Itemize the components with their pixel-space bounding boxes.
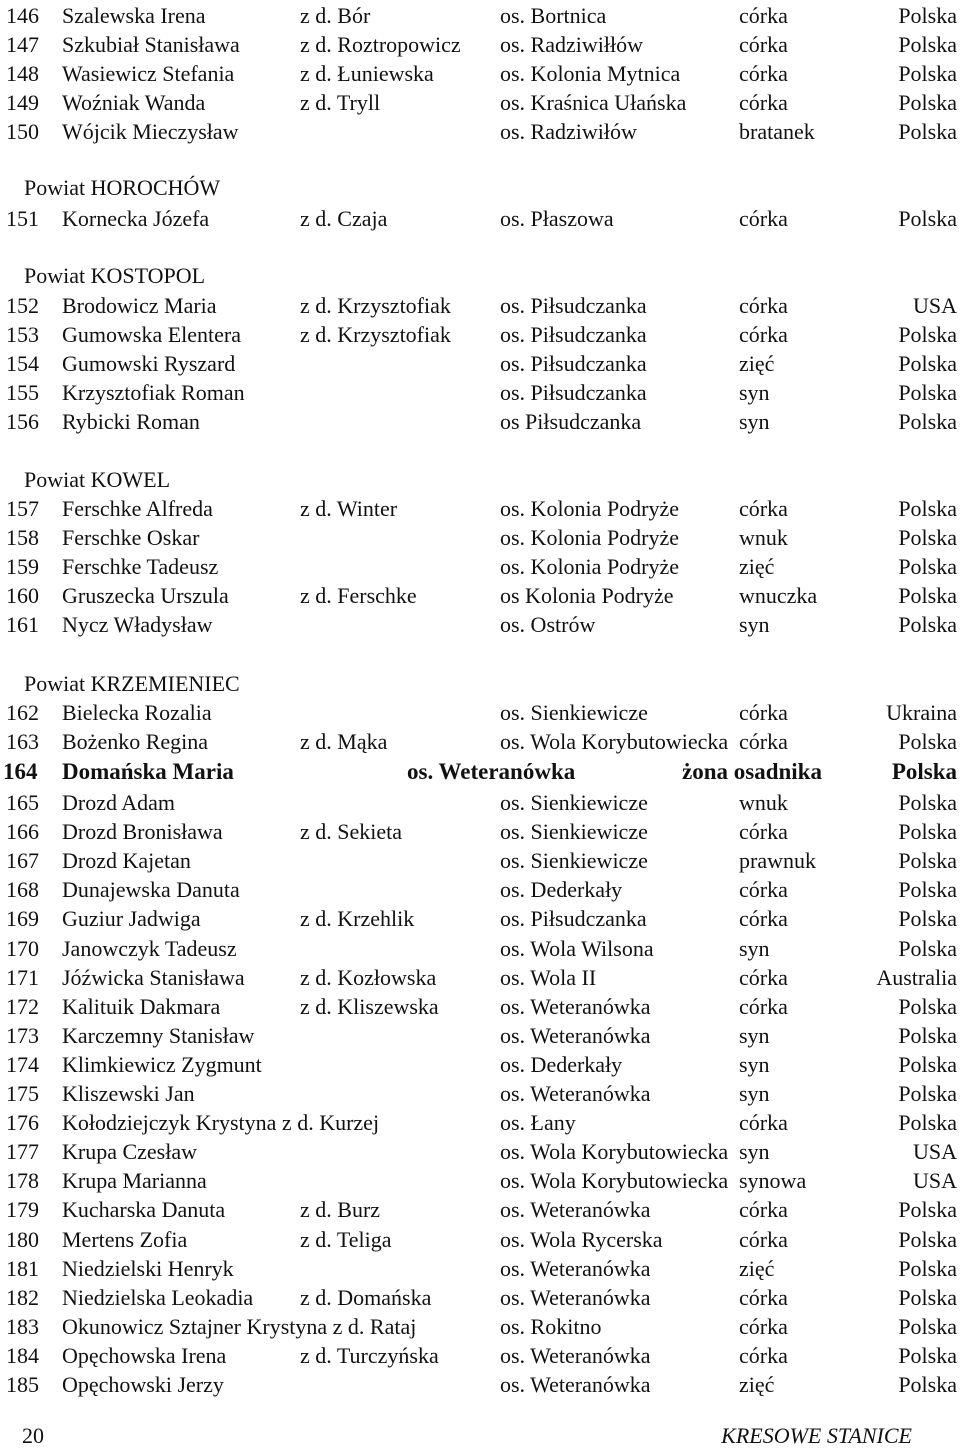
entry-number: 177 xyxy=(6,1139,39,1165)
settlement: os. Wola Korybutowiecka xyxy=(500,1139,729,1165)
person-name: Okunowicz Sztajner Krystyna z d. Rataj xyxy=(62,1313,417,1339)
country: USA xyxy=(912,1168,957,1194)
country: Polska xyxy=(898,1110,957,1136)
relation: syn xyxy=(739,380,770,406)
entry-number: 158 xyxy=(6,525,39,551)
entry-number: 176 xyxy=(6,1110,39,1136)
settlement: os. Weteranówka xyxy=(407,759,576,784)
relation: córka xyxy=(739,993,788,1019)
country: Polska xyxy=(898,1226,957,1252)
table-row xyxy=(0,1050,960,1079)
table-row xyxy=(0,407,960,436)
entry-number: 182 xyxy=(6,1284,39,1310)
person-name: Drozd Bronisława xyxy=(62,819,223,845)
section-heading-kowel: Powiat KOWEL xyxy=(24,467,171,492)
relation: synowa xyxy=(739,1168,807,1194)
maiden-name: z d. Kozłowska xyxy=(300,964,437,990)
entry-number: 173 xyxy=(6,1022,39,1048)
person-name: Drozd Kajetan xyxy=(62,848,191,874)
person-name: Drozd Adam xyxy=(62,790,176,815)
country: Polska xyxy=(898,729,957,755)
entry-number: 155 xyxy=(6,380,39,406)
maiden-name: z d. Sekieta xyxy=(300,819,403,845)
settlement: os. Piłsudczanka xyxy=(500,322,647,348)
relation: syn xyxy=(739,1139,770,1165)
entry-number: 152 xyxy=(6,293,39,318)
table-row xyxy=(0,581,960,610)
country: Polska xyxy=(898,1051,957,1077)
settlement: os. Łany xyxy=(500,1110,576,1136)
entry-number: 172 xyxy=(6,993,39,1019)
settlement: os. Weteranówka xyxy=(500,1255,651,1281)
relation: córka xyxy=(739,1313,788,1339)
person-name: Janowczyk Tadeusz xyxy=(62,935,237,961)
table-row xyxy=(0,1283,960,1312)
entry-number: 170 xyxy=(6,935,39,961)
settlement: os. Piłsudczanka xyxy=(500,293,647,318)
maiden-name: z d. Burz xyxy=(300,1197,381,1223)
person-name: Opęchowska Irena xyxy=(62,1342,227,1368)
country: Australia xyxy=(876,964,957,990)
settlement: os. Sienkiewicze xyxy=(500,790,648,815)
maiden-name: z d. Krzysztofiak xyxy=(300,322,451,348)
person-name: Jóźwicka Stanisława xyxy=(62,964,245,990)
table-row xyxy=(0,1370,960,1399)
person-name: Mertens Zofia xyxy=(62,1226,188,1252)
country: Polska xyxy=(898,790,957,815)
entry-number: 175 xyxy=(6,1081,39,1106)
settlement: os. Weteranówka xyxy=(500,1022,651,1048)
relation: syn xyxy=(739,1022,770,1048)
maiden-name: z d. Czaja xyxy=(300,206,388,231)
person-name: Niedzielska Leokadia xyxy=(62,1284,254,1310)
table-row xyxy=(0,30,960,59)
country: Polska xyxy=(898,322,957,348)
person-name: Gruszecka Urszula xyxy=(62,583,229,609)
maiden-name: z d. Ferschke xyxy=(300,583,417,609)
country: Polska xyxy=(898,32,957,58)
maiden-name: z d. Winter xyxy=(300,496,398,521)
table-row xyxy=(0,1108,960,1137)
table-row xyxy=(0,1312,960,1341)
entry-number: 159 xyxy=(6,554,39,580)
maiden-name: z d. Krzysztofiak xyxy=(300,293,451,318)
table-row xyxy=(0,698,960,727)
entry-number: 154 xyxy=(6,351,39,377)
relation: syn xyxy=(739,1081,770,1106)
settlement: os. Rokitno xyxy=(500,1313,602,1339)
table-row xyxy=(0,846,960,875)
page-number: 20 xyxy=(22,1423,44,1448)
person-name: Kalituik Dakmara xyxy=(62,993,221,1019)
relation: córka xyxy=(739,206,788,231)
maiden-name: z d. Tryll xyxy=(300,90,381,116)
relation: syn xyxy=(739,409,770,435)
country: Polska xyxy=(898,1255,957,1281)
table-row xyxy=(0,320,960,349)
country: Polska xyxy=(898,877,957,903)
table-row xyxy=(0,1254,960,1283)
maiden-name: z d. Bór xyxy=(300,3,371,28)
relation: córka xyxy=(739,1197,788,1223)
maiden-name: z d. Turczyńska xyxy=(300,1342,439,1368)
relation: córka xyxy=(739,293,788,318)
settlement: os. Dederkały xyxy=(500,1051,623,1077)
person-name: Niedzielski Henryk xyxy=(62,1255,234,1281)
person-name: Rybicki Roman xyxy=(62,409,200,435)
relation: zięć xyxy=(739,1372,775,1397)
settlement: os. Wola II xyxy=(500,964,597,990)
relation: córka xyxy=(739,90,788,116)
relation: prawnuk xyxy=(739,848,816,874)
person-name: Domańska Maria xyxy=(62,759,234,784)
publication-title: KRESOWE STANICE xyxy=(721,1423,912,1448)
entry-number: 148 xyxy=(6,61,39,87)
entry-number: 162 xyxy=(6,700,39,725)
country: Ukraina xyxy=(886,700,957,725)
settlement: os. Radziwiłów xyxy=(500,119,637,145)
table-row xyxy=(0,788,960,817)
relation: córka xyxy=(739,322,788,348)
relation: wnuk xyxy=(739,790,788,815)
settlement: os. Piłsudczanka xyxy=(500,380,647,406)
table-row xyxy=(0,817,960,846)
relation: syn xyxy=(739,612,770,638)
country: Polska xyxy=(898,612,957,638)
country: USA xyxy=(912,293,957,318)
table-row xyxy=(0,1,960,30)
table-row xyxy=(0,727,960,756)
relation: córka xyxy=(739,496,788,521)
relation: córka xyxy=(739,1284,788,1310)
settlement: os. Płaszowa xyxy=(500,206,614,231)
table-row xyxy=(0,117,960,146)
table-row xyxy=(0,875,960,904)
entry-number: 166 xyxy=(6,819,39,845)
table-row xyxy=(0,934,960,963)
entry-number: 174 xyxy=(6,1051,39,1077)
person-name: Bożenko Regina xyxy=(62,729,209,755)
settlement: os. Kolonia Mytnica xyxy=(500,61,681,87)
settlement: os. Weteranówka xyxy=(500,993,651,1019)
country: Polska xyxy=(898,496,957,521)
person-name: Gumowska Elentera xyxy=(62,322,241,348)
table-row xyxy=(0,992,960,1021)
entry-number: 147 xyxy=(6,32,39,58)
table-row xyxy=(0,610,960,639)
country: Polska xyxy=(898,1342,957,1368)
entry-number: 167 xyxy=(6,848,39,874)
country: Polska xyxy=(898,848,957,874)
table-row xyxy=(0,204,960,233)
relation: bratanek xyxy=(739,119,815,145)
entry-number: 179 xyxy=(6,1197,39,1223)
person-name: Kornecka Józefa xyxy=(62,206,210,231)
person-name: Ferschke Tadeusz xyxy=(62,554,219,580)
settlement: os. Sienkiewicze xyxy=(500,700,648,725)
table-row xyxy=(0,552,960,581)
relation: syn xyxy=(739,1051,770,1077)
person-name: Dunajewska Danuta xyxy=(62,877,240,903)
settlement: os. Wola Rycerska xyxy=(500,1226,663,1252)
settlement: os. Kolonia Podryże xyxy=(500,496,680,521)
person-name: Karczemny Stanisław xyxy=(62,1022,255,1048)
maiden-name: z d. Łuniewska xyxy=(300,61,434,87)
country: Polska xyxy=(898,935,957,961)
relation: córka xyxy=(739,700,788,725)
country: Polska xyxy=(898,525,957,551)
table-row xyxy=(0,378,960,407)
entry-number: 151 xyxy=(6,206,39,231)
person-name: Kołodziejczyk Krystyna z d. Kurzej xyxy=(62,1110,380,1136)
entry-number: 178 xyxy=(6,1168,39,1194)
table-row xyxy=(0,1021,960,1050)
entry-number: 168 xyxy=(6,877,39,903)
country: Polska xyxy=(898,1372,957,1397)
country: Polska xyxy=(898,993,957,1019)
maiden-name: z d. Domańska xyxy=(300,1284,432,1310)
country: Polska xyxy=(898,1284,957,1310)
maiden-name: z d. Krzehlik xyxy=(300,906,415,932)
person-name: Klimkiewicz Zygmunt xyxy=(62,1051,262,1077)
entry-number: 180 xyxy=(6,1226,39,1252)
relation: zięć xyxy=(739,554,775,580)
section-heading-krzemieniec: Powiat KRZEMIENIEC xyxy=(24,671,240,696)
maiden-name: z d. Roztropowicz xyxy=(300,32,461,58)
relation: syn xyxy=(739,935,770,961)
settlement: os. Weteranówka xyxy=(500,1342,651,1368)
country: USA xyxy=(912,1139,957,1165)
country: Polska xyxy=(898,1022,957,1048)
settlement: os. Sienkiewicze xyxy=(500,819,648,845)
table-row xyxy=(0,88,960,117)
country: Polska xyxy=(898,554,957,580)
country: Polska xyxy=(891,759,957,784)
settlement: os. Weteranówka xyxy=(500,1081,651,1106)
entry-number: 160 xyxy=(6,583,39,609)
country: Polska xyxy=(898,351,957,377)
entry-number: 185 xyxy=(6,1372,39,1397)
table-row xyxy=(0,349,960,378)
table-row xyxy=(0,963,960,992)
country: Polska xyxy=(898,119,957,145)
country: Polska xyxy=(898,819,957,845)
person-name: Ferschke Oskar xyxy=(62,525,200,551)
country: Polska xyxy=(898,1313,957,1339)
relation: córka xyxy=(739,1342,788,1368)
settlement: os. Kolonia Podryże xyxy=(500,525,680,551)
entry-number: 156 xyxy=(6,409,39,435)
person-name: Guziur Jadwiga xyxy=(62,906,201,932)
country: Polska xyxy=(898,583,957,609)
entry-number: 181 xyxy=(6,1255,39,1281)
table-row xyxy=(0,291,960,320)
settlement: os. Wola Wilsona xyxy=(500,935,654,961)
entry-number: 164 xyxy=(3,759,38,784)
settlement: os Kolonia Podryże xyxy=(500,583,674,609)
relation: wnuk xyxy=(739,525,788,551)
maiden-name: z d. Kliszewska xyxy=(300,993,439,1019)
country: Polska xyxy=(898,380,957,406)
relation: córka xyxy=(739,964,788,990)
entry-number: 150 xyxy=(6,119,39,145)
person-name: Wasiewicz Stefania xyxy=(62,61,235,87)
relation: córka xyxy=(739,61,788,87)
table-row xyxy=(0,1079,960,1108)
section-heading-kostopol: Powiat KOSTOPOL xyxy=(24,263,206,288)
table-row xyxy=(0,1137,960,1166)
country: Polska xyxy=(898,409,957,435)
entry-number: 169 xyxy=(6,906,39,932)
relation: córka xyxy=(739,729,788,755)
entry-number: 153 xyxy=(6,322,39,348)
settlement: os. Dederkały xyxy=(500,877,623,903)
settlement: os. Ostrów xyxy=(500,612,596,638)
person-name: Krupa Czesław xyxy=(62,1139,198,1165)
table-row xyxy=(0,1225,960,1254)
person-name: Woźniak Wanda xyxy=(62,90,206,116)
entry-number: 149 xyxy=(6,90,39,116)
maiden-name: z d. Teliga xyxy=(300,1226,392,1252)
settlement: os. Wola Korybutowiecka xyxy=(500,1168,729,1194)
person-name: Kucharska Danuta xyxy=(62,1197,226,1223)
section-heading-horochow: Powiat HOROCHÓW xyxy=(24,175,221,200)
settlement: os. Radziwiłłów xyxy=(500,32,643,58)
person-name: Nycz Władysław xyxy=(62,612,213,638)
relation: córka xyxy=(739,877,788,903)
person-name: Kliszewski Jan xyxy=(62,1081,195,1106)
country: Polska xyxy=(898,61,957,87)
settlement: os. Weteranówka xyxy=(500,1197,651,1223)
person-name: Bielecka Rozalia xyxy=(62,700,212,725)
relation: zięć xyxy=(739,351,775,377)
country: Polska xyxy=(898,3,957,28)
person-name: Szalewska Irena xyxy=(62,3,206,28)
settlement: os. Piłsudczanka xyxy=(500,906,647,932)
person-name: Opęchowski Jerzy xyxy=(62,1372,224,1397)
country: Polska xyxy=(898,1197,957,1223)
settlement: os. Kolonia Podryże xyxy=(500,554,680,580)
settlement: os. Bortnica xyxy=(500,3,607,28)
settlement: os Piłsudczanka xyxy=(500,409,642,435)
maiden-name: z d. Mąka xyxy=(300,729,388,755)
country: Polska xyxy=(898,90,957,116)
person-name: Gumowski Ryszard xyxy=(62,351,236,377)
settlement: os. Kraśnica Ułańska xyxy=(500,90,687,116)
table-row xyxy=(0,59,960,88)
entry-number: 171 xyxy=(6,964,39,990)
settlement: os. Wola Korybutowiecka xyxy=(500,729,729,755)
entry-number: 161 xyxy=(6,612,39,638)
relation: córka xyxy=(739,1226,788,1252)
person-name: Krupa Marianna xyxy=(62,1168,207,1194)
relation: wnuczka xyxy=(739,583,818,609)
country: Polska xyxy=(898,206,957,231)
relation: żona osadnika xyxy=(682,759,822,784)
person-name: Szkubiał Stanisława xyxy=(62,32,240,58)
relation: córka xyxy=(739,906,788,932)
table-row xyxy=(0,904,960,933)
country: Polska xyxy=(898,906,957,932)
entry-number: 165 xyxy=(6,790,39,815)
table-row-highlighted xyxy=(0,757,960,786)
relation: zięć xyxy=(739,1255,775,1281)
entry-number: 184 xyxy=(6,1342,39,1368)
table-row xyxy=(0,1341,960,1370)
table-row xyxy=(0,1195,960,1224)
person-name: Ferschke Alfreda xyxy=(62,496,213,521)
entry-number: 183 xyxy=(6,1313,39,1339)
table-row xyxy=(0,494,960,523)
entry-number: 163 xyxy=(6,729,39,755)
relation: córka xyxy=(739,819,788,845)
entry-number: 157 xyxy=(6,496,39,521)
table-row xyxy=(0,523,960,552)
person-name: Wójcik Mieczysław xyxy=(62,119,239,145)
person-name: Brodowicz Maria xyxy=(62,293,217,318)
settlement: os. Sienkiewicze xyxy=(500,848,648,874)
entry-number: 146 xyxy=(6,3,39,28)
person-name: Krzysztofiak Roman xyxy=(62,380,245,406)
relation: córka xyxy=(739,32,788,58)
table-row xyxy=(0,1166,960,1195)
relation: córka xyxy=(739,3,788,28)
relation: córka xyxy=(739,1110,788,1136)
settlement: os. Weteranówka xyxy=(500,1284,651,1310)
country: Polska xyxy=(898,1081,957,1106)
settlement: os. Piłsudczanka xyxy=(500,351,647,377)
settlement: os. Weteranówka xyxy=(500,1372,651,1397)
